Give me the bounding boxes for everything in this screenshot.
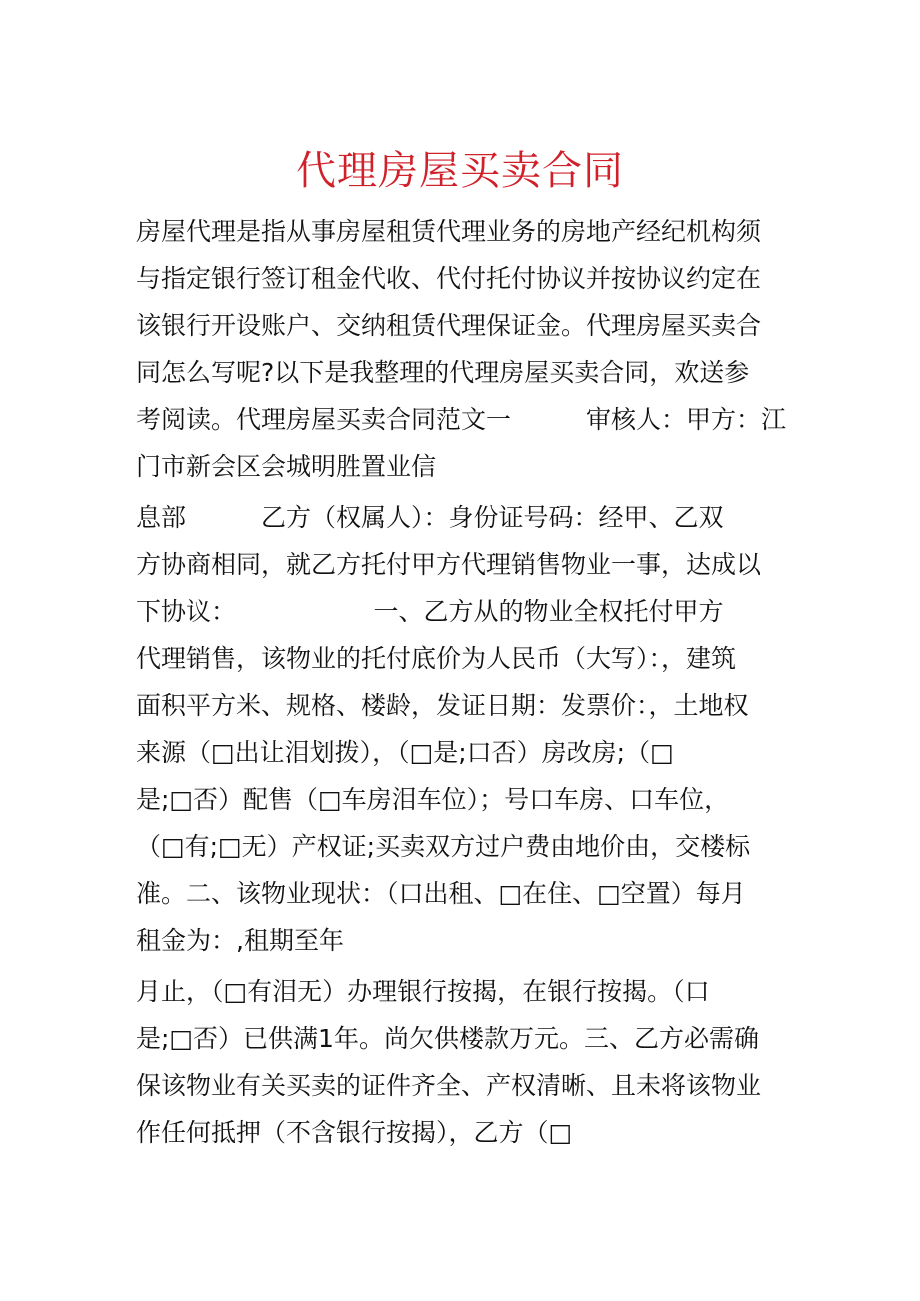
- body-line: 下协议： 一、乙方从的物业全权托付甲方: [136, 597, 724, 626]
- body-line: 息部 乙方（权属人）：身份证号码：经甲、乙双: [136, 503, 724, 532]
- document-body: [136, 208, 796, 1156]
- body-line: 是;□否）已供满1年。尚欠供楼款万元。三、乙方必需确: [136, 1024, 759, 1053]
- body-line: 是;□否）配售（□车房泪车位）；号口车房、口车位，: [136, 785, 730, 814]
- body-line: （□有;□无）产权证;买卖双方过户费由地价由，交楼标: [136, 832, 751, 861]
- body-line: 同怎么写呢?以下是我整理的代理房屋买卖合同，欢送参: [136, 358, 750, 387]
- body-line: 面积平方米、规格、楼龄，发证日期：发票价：，土地权: [136, 691, 749, 720]
- body-line: 月止，（□有泪无）办理银行按揭，在银行按揭。（口: [136, 977, 710, 1006]
- body-line: 来源（□出让泪划拨），（□是;口否）房改房;（□: [136, 738, 674, 767]
- body-line: 租金为：,租期至年: [136, 926, 344, 955]
- body-line: 该银行开设账户、交纳租赁代理保证金。代理房屋买卖合: [136, 311, 762, 340]
- body-line: 门市新会区会城明胜置业信: [136, 452, 437, 481]
- body-line: 与指定银行签订租金代收、代付托付协议并按协议约定在: [136, 264, 762, 293]
- body-line: 方协商相同，就乙方托付甲方代理销售物业一事，达成以: [136, 550, 762, 579]
- body-line: 代理销售，该物业的托付底价为人民币（大写）：，建筑: [136, 644, 737, 673]
- body-line: 考阅读。代理房屋买卖合同范文一 审核人：甲方：江: [136, 405, 787, 434]
- body-line: 房屋代理是指从事房屋租赁代理业务的房地产经纪机构须: [136, 217, 762, 246]
- document-title: 代理房屋买卖合同: [296, 148, 624, 194]
- body-line: 准。二、该物业现状：（口出租、□在住、□空置）每月: [136, 879, 746, 908]
- body-line: 保该物业有关买卖的证件齐全、产权清晰、且未将该物业: [136, 1071, 762, 1100]
- body-line: 作任何抵押（不含银行按揭），乙方（□: [136, 1118, 573, 1147]
